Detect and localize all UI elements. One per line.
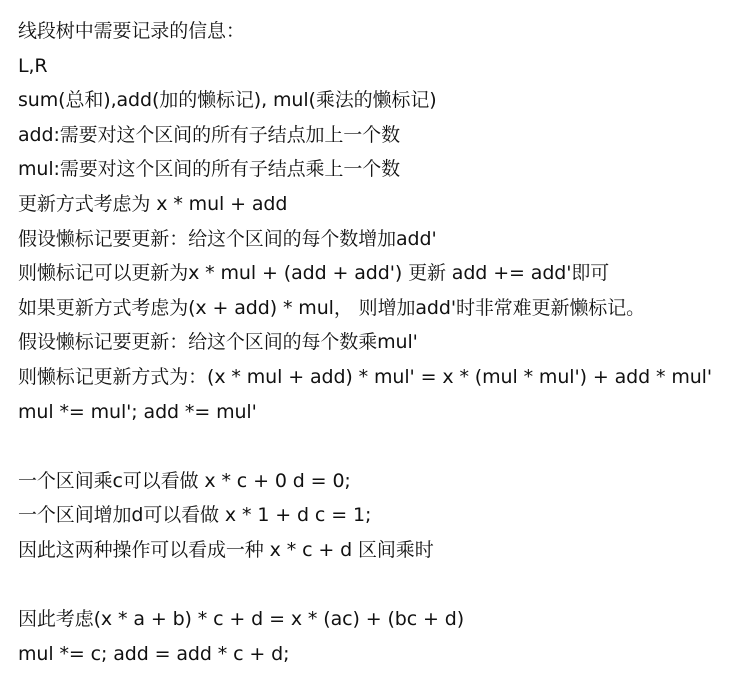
text-line-2: L,R bbox=[18, 54, 48, 77]
text-line-12: mul *= mul'; add *= mul' bbox=[18, 400, 257, 423]
text-line-17: mul *= c; add = add * c + d; bbox=[18, 642, 290, 665]
note-document bbox=[18, 14, 743, 671]
text-line-6: 更新方式考虑为 x * mul + add bbox=[18, 192, 288, 215]
text-line-8: 则懒标记可以更新为x * mul + (add + add') 更新 add += add'即可 bbox=[18, 262, 610, 285]
text-line-13: 一个区间乘c可以看做 x * c + 0 d = 0; bbox=[18, 469, 351, 492]
blank-line-2 bbox=[18, 568, 743, 603]
text-line-16: 因此考虑(x * a + b) * c + d = x * (ac) + (bc + d) bbox=[18, 608, 465, 631]
blank-line-1 bbox=[18, 429, 743, 464]
text-line-9: 如果更新方式考虑为(x + add) * mul， 则增加add'时非常难更新懒标记。 bbox=[18, 296, 645, 319]
text-line-1: 线段树中需要记录的信息： bbox=[18, 20, 245, 42]
text-line-4: add:需要对这个区间的所有子结点加上一个数 bbox=[18, 123, 400, 146]
text-line-14: 一个区间增加d可以看做 x * 1 + d c = 1; bbox=[18, 504, 372, 527]
text-line-3: sum(总和),add(加的懒标记), mul(乘法的懒标记) bbox=[18, 89, 437, 112]
text-line-5: mul:需要对这个区间的所有子结点乘上一个数 bbox=[18, 158, 401, 181]
text-line-7: 假设懒标记要更新：给这个区间的每个数增加add' bbox=[18, 227, 437, 250]
text-line-15: 因此这两种操作可以看成一种 x * c + d 区间乘时 bbox=[18, 538, 434, 561]
text-line-11: 则懒标记更新方式为：(x * mul + add) * mul' = x * (mul * mul') + add * mul' bbox=[18, 365, 712, 388]
text-line-10: 假设懒标记要更新：给这个区间的每个数乘mul' bbox=[18, 331, 418, 354]
